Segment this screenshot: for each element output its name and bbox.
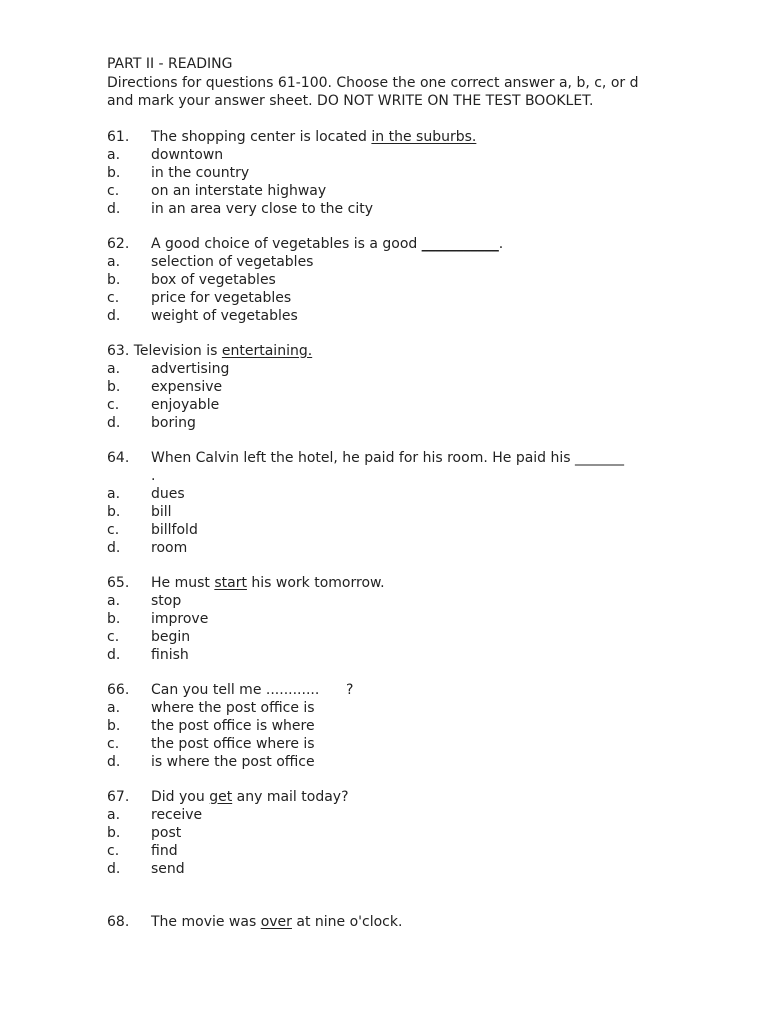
option-text: box of vegetables	[151, 271, 276, 288]
question-stem	[107, 449, 747, 467]
option-text: in an area very close to the city	[151, 200, 373, 217]
option-letter: d.	[107, 860, 121, 877]
question-list	[107, 128, 747, 931]
answer-option	[107, 592, 747, 610]
option-letter: b.	[107, 824, 121, 841]
stem-underlined: entertaining.	[221, 342, 313, 359]
option-letter: b.	[107, 164, 121, 181]
option-letter: d.	[107, 753, 121, 770]
question-stem	[107, 342, 747, 360]
option-letter: b.	[107, 378, 121, 395]
test-page	[107, 55, 747, 931]
option-text: the post office is where	[151, 717, 315, 734]
option-text: room	[151, 539, 188, 556]
option-text: improve	[151, 610, 209, 627]
stem-text-after: any mail today?	[232, 788, 349, 805]
question-65	[107, 574, 747, 664]
question-68	[107, 913, 747, 931]
stem-text-after: .	[498, 235, 504, 252]
option-letter: c.	[107, 628, 120, 645]
option-text: find	[151, 842, 178, 859]
option-text: downtown	[151, 146, 224, 163]
answer-option	[107, 646, 747, 664]
stem-underlined: in the suburbs.	[371, 128, 477, 145]
option-letter: d.	[107, 414, 121, 431]
option-letter: c.	[107, 842, 120, 859]
stem-text-before: He must	[151, 574, 215, 591]
option-letter: a.	[107, 253, 121, 270]
directions-line-1: Directions for questions 61-100. Choose the one correct answer a, b, c, or d	[107, 74, 639, 91]
stem-text-before: Television is	[129, 342, 222, 359]
option-text: bill	[151, 503, 172, 520]
question-stem	[107, 235, 747, 253]
answer-option	[107, 146, 747, 164]
option-letter: a.	[107, 360, 121, 377]
option-text: enjoyable	[151, 396, 220, 413]
option-text: boring	[151, 414, 196, 431]
option-letter: d.	[107, 307, 121, 324]
stem-underlined: get	[209, 788, 233, 805]
question-stem	[107, 913, 747, 931]
question-number: 63.	[107, 342, 130, 359]
option-letter: c.	[107, 521, 120, 538]
answer-option	[107, 699, 747, 717]
answer-option	[107, 806, 747, 824]
option-text: receive	[151, 806, 203, 823]
answer-option	[107, 396, 747, 414]
stem-continuation: .	[151, 467, 156, 484]
option-letter: d.	[107, 646, 121, 663]
question-61	[107, 128, 747, 218]
stem-text-after: at nine o'clock.	[291, 913, 403, 930]
option-letter: a.	[107, 699, 121, 716]
option-letter: b.	[107, 271, 121, 288]
answer-option	[107, 717, 747, 735]
option-letter: b.	[107, 717, 121, 734]
option-letter: b.	[107, 503, 121, 520]
answer-option	[107, 307, 747, 325]
option-text: begin	[151, 628, 191, 645]
stem-text-before: Did you	[151, 788, 210, 805]
answer-option	[107, 503, 747, 521]
question-stem	[107, 574, 747, 592]
question-67	[107, 788, 747, 878]
stem-text-before: The movie was	[151, 913, 261, 930]
question-66	[107, 681, 747, 771]
option-text: selection of vegetables	[151, 253, 314, 270]
option-text: where the post office is	[151, 699, 315, 716]
stem-text-after: _______	[575, 449, 625, 466]
answer-option	[107, 164, 747, 182]
stem-text-after: ............ ?	[265, 681, 354, 698]
answer-option	[107, 182, 747, 200]
option-text: the post office where is	[151, 735, 315, 752]
section-title: PART II - READING	[107, 56, 233, 72]
question-text	[151, 235, 503, 253]
question-number: 65.	[107, 574, 130, 591]
stem-text-before: When Calvin left the hotel, he paid for his room. He paid his	[151, 449, 576, 466]
question-text	[151, 574, 385, 592]
question-64	[107, 449, 747, 557]
option-text: on an interstate highway	[151, 182, 327, 199]
option-letter: a.	[107, 806, 121, 823]
stem-underlined: ___________	[421, 235, 499, 252]
option-letter: c.	[107, 289, 120, 306]
answer-option	[107, 824, 747, 842]
answer-option	[107, 485, 747, 503]
question-text	[151, 449, 624, 467]
directions-line-2: and mark your answer sheet. DO NOT WRITE ON THE TEST BOOKLET.	[107, 93, 594, 109]
option-letter: d.	[107, 539, 121, 556]
option-text: expensive	[151, 378, 223, 395]
question-63	[107, 342, 747, 432]
answer-option	[107, 753, 747, 771]
answer-option	[107, 860, 747, 878]
question-number: 67.	[107, 788, 130, 805]
option-letter: c.	[107, 396, 120, 413]
option-text: advertising	[151, 360, 230, 377]
answer-option	[107, 628, 747, 646]
question-text	[151, 128, 476, 146]
question-62	[107, 235, 747, 325]
option-letter: c.	[107, 735, 120, 752]
question-number: 61.	[107, 128, 130, 145]
question-text	[151, 681, 353, 699]
option-letter: a.	[107, 485, 121, 502]
answer-option	[107, 271, 747, 289]
answer-option	[107, 610, 747, 628]
option-text: in the country	[151, 164, 250, 181]
option-text: is where the post office	[151, 753, 315, 770]
option-letter: b.	[107, 610, 121, 627]
stem-text-before: The shopping center is located	[151, 128, 372, 145]
stem-underlined: over	[260, 913, 292, 930]
question-number: 64.	[107, 449, 130, 466]
question-number: 66.	[107, 681, 130, 698]
option-text: weight of vegetables	[151, 307, 298, 324]
option-letter: c.	[107, 182, 120, 199]
question-text	[151, 913, 402, 931]
answer-option	[107, 521, 747, 539]
question-stem	[107, 788, 747, 806]
answer-option	[107, 253, 747, 271]
section-header	[107, 55, 747, 111]
question-text	[129, 342, 312, 360]
stem-text-before: Can you tell me	[151, 681, 266, 698]
option-letter: a.	[107, 592, 121, 609]
answer-option	[107, 842, 747, 860]
option-text: finish	[151, 646, 189, 663]
answer-option	[107, 414, 747, 432]
option-letter: d.	[107, 200, 121, 217]
answer-option	[107, 378, 747, 396]
option-text: post	[151, 824, 182, 841]
question-number: 68.	[107, 913, 130, 930]
stem-underlined: start	[214, 574, 247, 591]
option-text: send	[151, 860, 185, 877]
option-text: billfold	[151, 521, 198, 538]
stem-text-after: his work tomorrow.	[246, 574, 385, 591]
answer-option	[107, 360, 747, 378]
option-text: dues	[151, 485, 185, 502]
stem-text-before: A good choice of vegetables is a good	[151, 235, 422, 252]
question-text	[151, 788, 349, 806]
option-letter: a.	[107, 146, 121, 163]
question-number: 62.	[107, 235, 130, 252]
option-text: price for vegetables	[151, 289, 292, 306]
answer-option	[107, 200, 747, 218]
answer-option	[107, 289, 747, 307]
question-stem	[107, 681, 747, 699]
question-stem	[107, 128, 747, 146]
answer-option	[107, 735, 747, 753]
answer-option	[107, 539, 747, 557]
option-text: stop	[151, 592, 182, 609]
